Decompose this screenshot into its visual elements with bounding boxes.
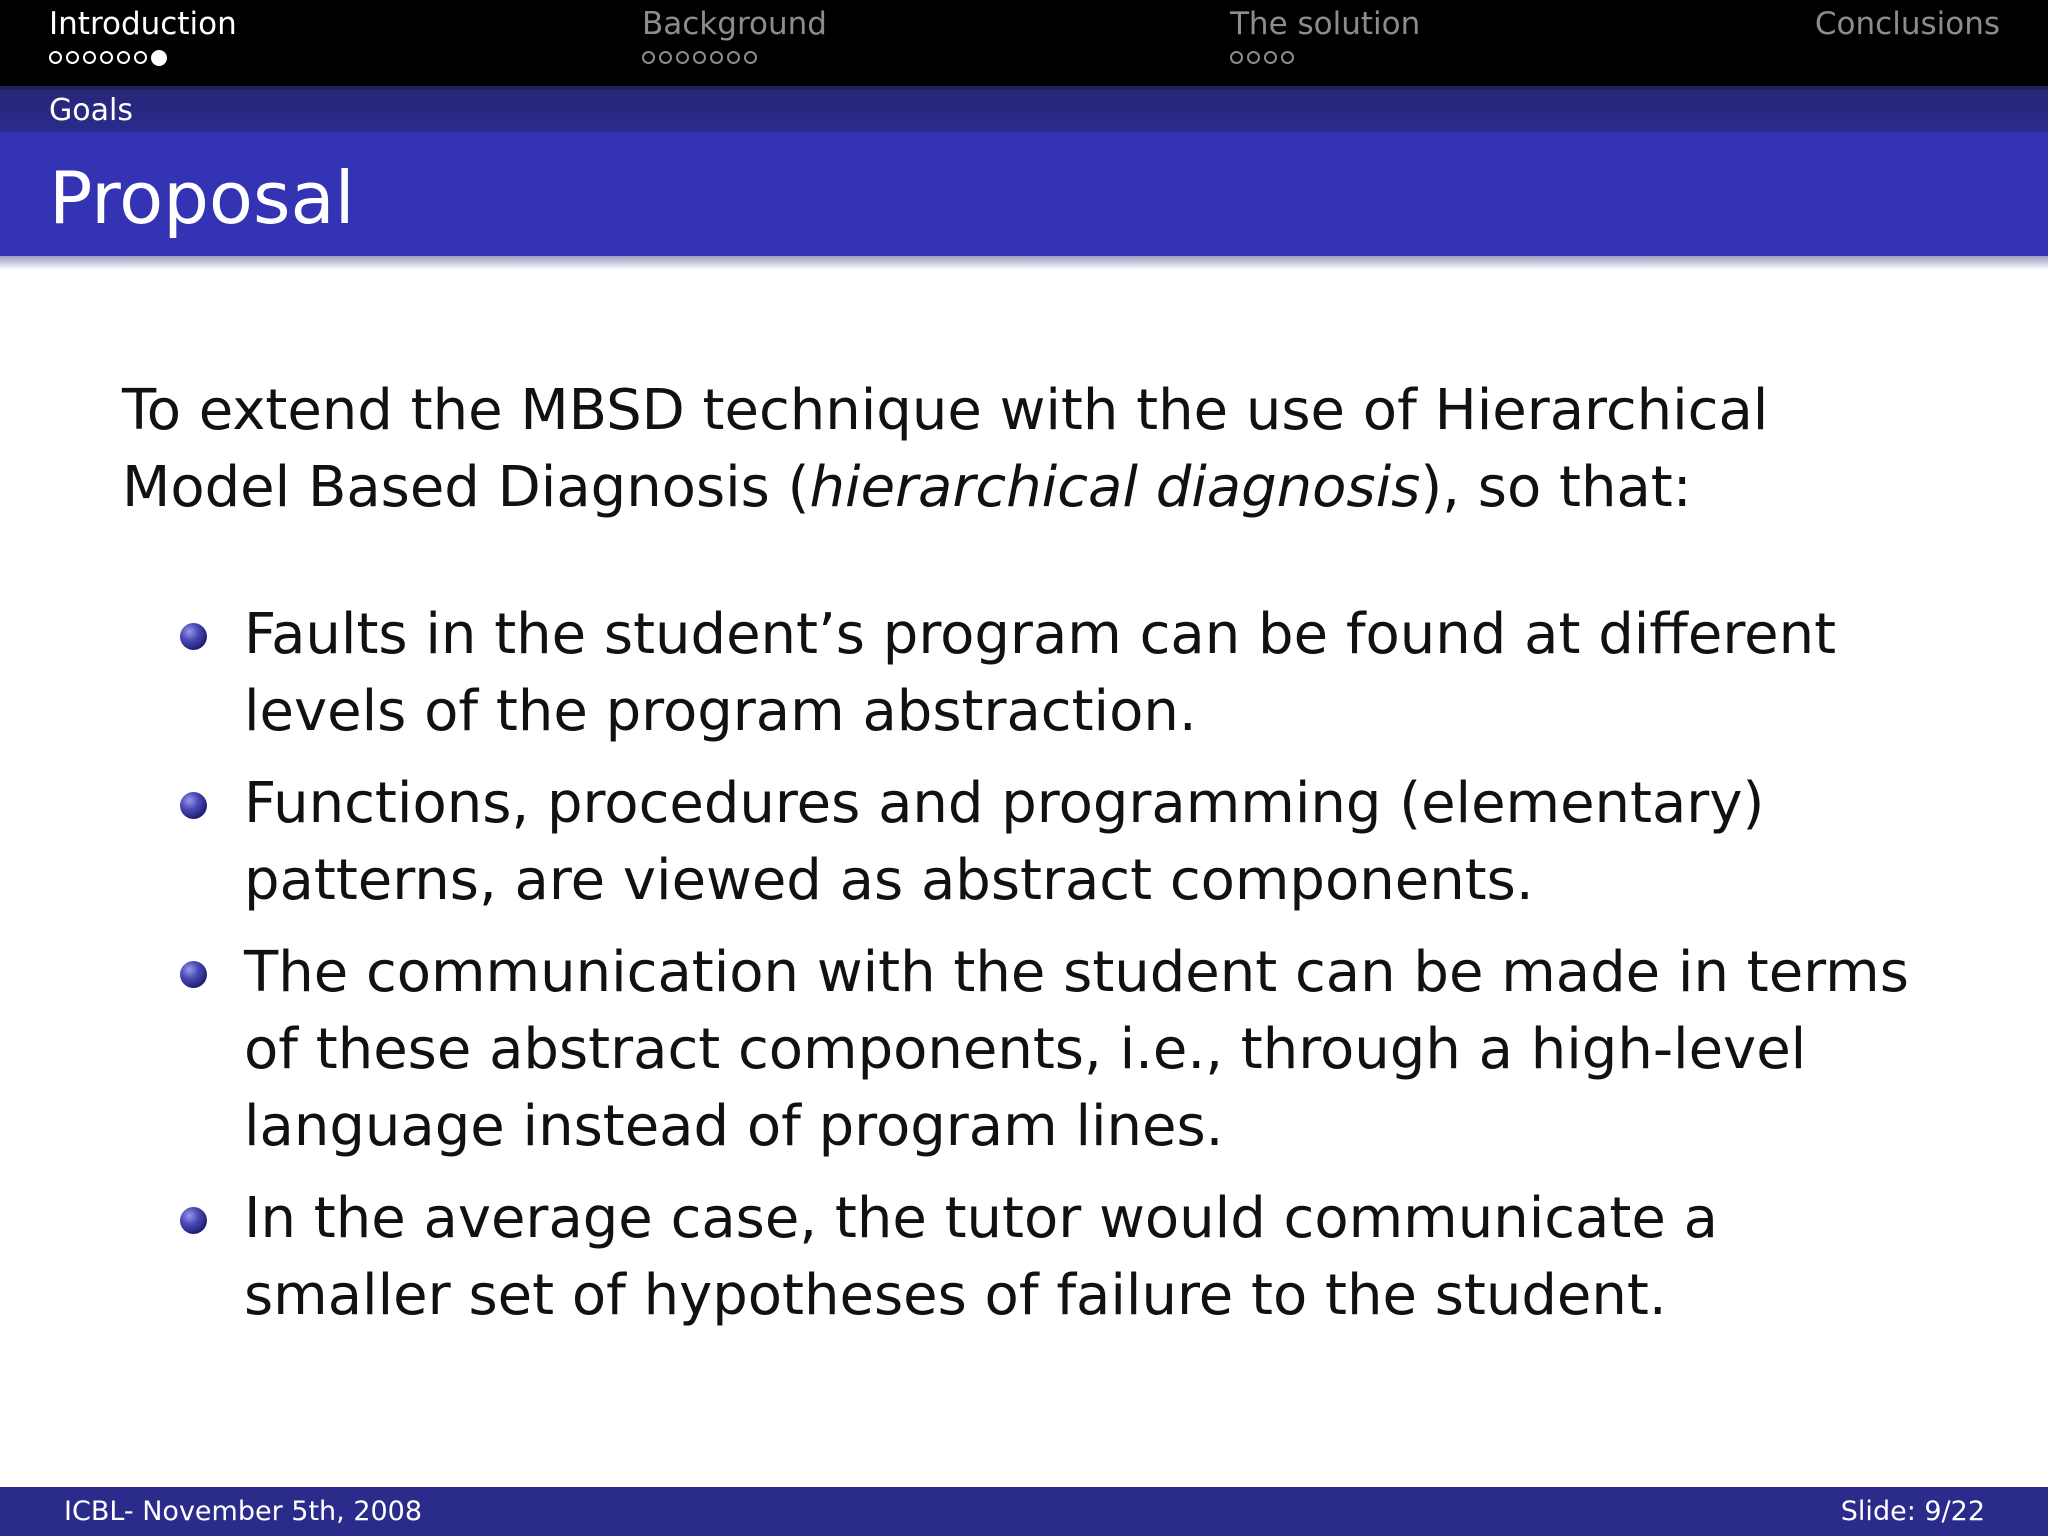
slide-dot[interactable] bbox=[744, 51, 757, 64]
slide-dot[interactable] bbox=[693, 51, 706, 64]
footer-slide-number: Slide: 9/22 bbox=[1840, 1496, 1985, 1527]
bullet-ball-icon bbox=[180, 623, 207, 650]
bullet-list bbox=[122, 596, 1922, 1349]
slide-dot[interactable] bbox=[710, 51, 723, 64]
slide-dot[interactable] bbox=[1230, 51, 1243, 64]
nav-section-introduction[interactable] bbox=[49, 4, 237, 67]
bullet-item bbox=[122, 1180, 1922, 1334]
slide-dot[interactable] bbox=[66, 51, 79, 64]
slide-dot[interactable] bbox=[676, 51, 689, 64]
bullet-ball-icon bbox=[180, 961, 207, 988]
bullet-item bbox=[122, 934, 1922, 1165]
frame-title-bar bbox=[0, 132, 2048, 256]
intro-emphasis: hierarchical diagnosis bbox=[809, 455, 1421, 520]
slide-dot[interactable] bbox=[642, 51, 655, 64]
bullet-ball-icon bbox=[180, 792, 207, 819]
intro-text-before: To extend the MBSD technique with the use of Hierarchical Model Based Diagnosis ( bbox=[122, 378, 1769, 520]
slide-dot[interactable] bbox=[117, 51, 130, 64]
bullet-text: Faults in the student’s program can be found at different levels of the program abstraction. bbox=[244, 602, 1837, 744]
slide-dots bbox=[49, 51, 237, 67]
nav-section-the-solution[interactable] bbox=[1230, 4, 1420, 67]
footer-event-date: ICBL- November 5th, 2008 bbox=[64, 1496, 423, 1527]
subsection-bar bbox=[0, 90, 2048, 132]
slide-dot[interactable] bbox=[83, 51, 96, 64]
bullet-text: The communication with the student can be made in terms of these abstract components, i.e., through a high-level language instead of program lines. bbox=[244, 940, 1909, 1159]
section-navigation-bar bbox=[0, 0, 2048, 86]
intro-paragraph bbox=[122, 372, 1902, 526]
intro-text-after: ), so that: bbox=[1420, 455, 1692, 520]
slide-dots bbox=[642, 51, 827, 67]
nav-section-label[interactable]: Conclusions bbox=[1814, 6, 2000, 42]
slide-dot[interactable] bbox=[727, 51, 740, 64]
slide-dot[interactable] bbox=[134, 51, 147, 64]
nav-section-background[interactable] bbox=[642, 4, 827, 67]
bullet-ball-icon bbox=[180, 1207, 207, 1234]
nav-section-label[interactable]: The solution bbox=[1230, 6, 1421, 42]
nav-section-label[interactable]: Background bbox=[642, 6, 827, 42]
slide-dot[interactable] bbox=[49, 51, 62, 64]
nav-section-conclusions[interactable] bbox=[1815, 4, 2000, 44]
slide-dots bbox=[1230, 51, 1420, 67]
bullet-item bbox=[122, 596, 1922, 750]
slide-dot[interactable] bbox=[1264, 51, 1277, 64]
nav-section-label[interactable]: Introduction bbox=[49, 6, 237, 42]
slide-dot[interactable] bbox=[1247, 51, 1260, 64]
current-slide-dot[interactable] bbox=[151, 50, 167, 66]
footer-bar bbox=[0, 1487, 2048, 1536]
slide-dot[interactable] bbox=[659, 51, 672, 64]
title-shadow bbox=[0, 256, 2048, 270]
subsection-label[interactable]: Goals bbox=[49, 93, 133, 128]
bullet-text: Functions, procedures and programming (elementary) patterns, are viewed as abstract components. bbox=[244, 771, 1765, 913]
bullet-text: In the average case, the tutor would communicate a smaller set of hypotheses of failure to the student. bbox=[244, 1186, 1718, 1328]
slide-dot[interactable] bbox=[100, 51, 113, 64]
frame-title: Proposal bbox=[49, 156, 355, 240]
bullet-item bbox=[122, 765, 1922, 919]
slide-dot[interactable] bbox=[1281, 51, 1294, 64]
